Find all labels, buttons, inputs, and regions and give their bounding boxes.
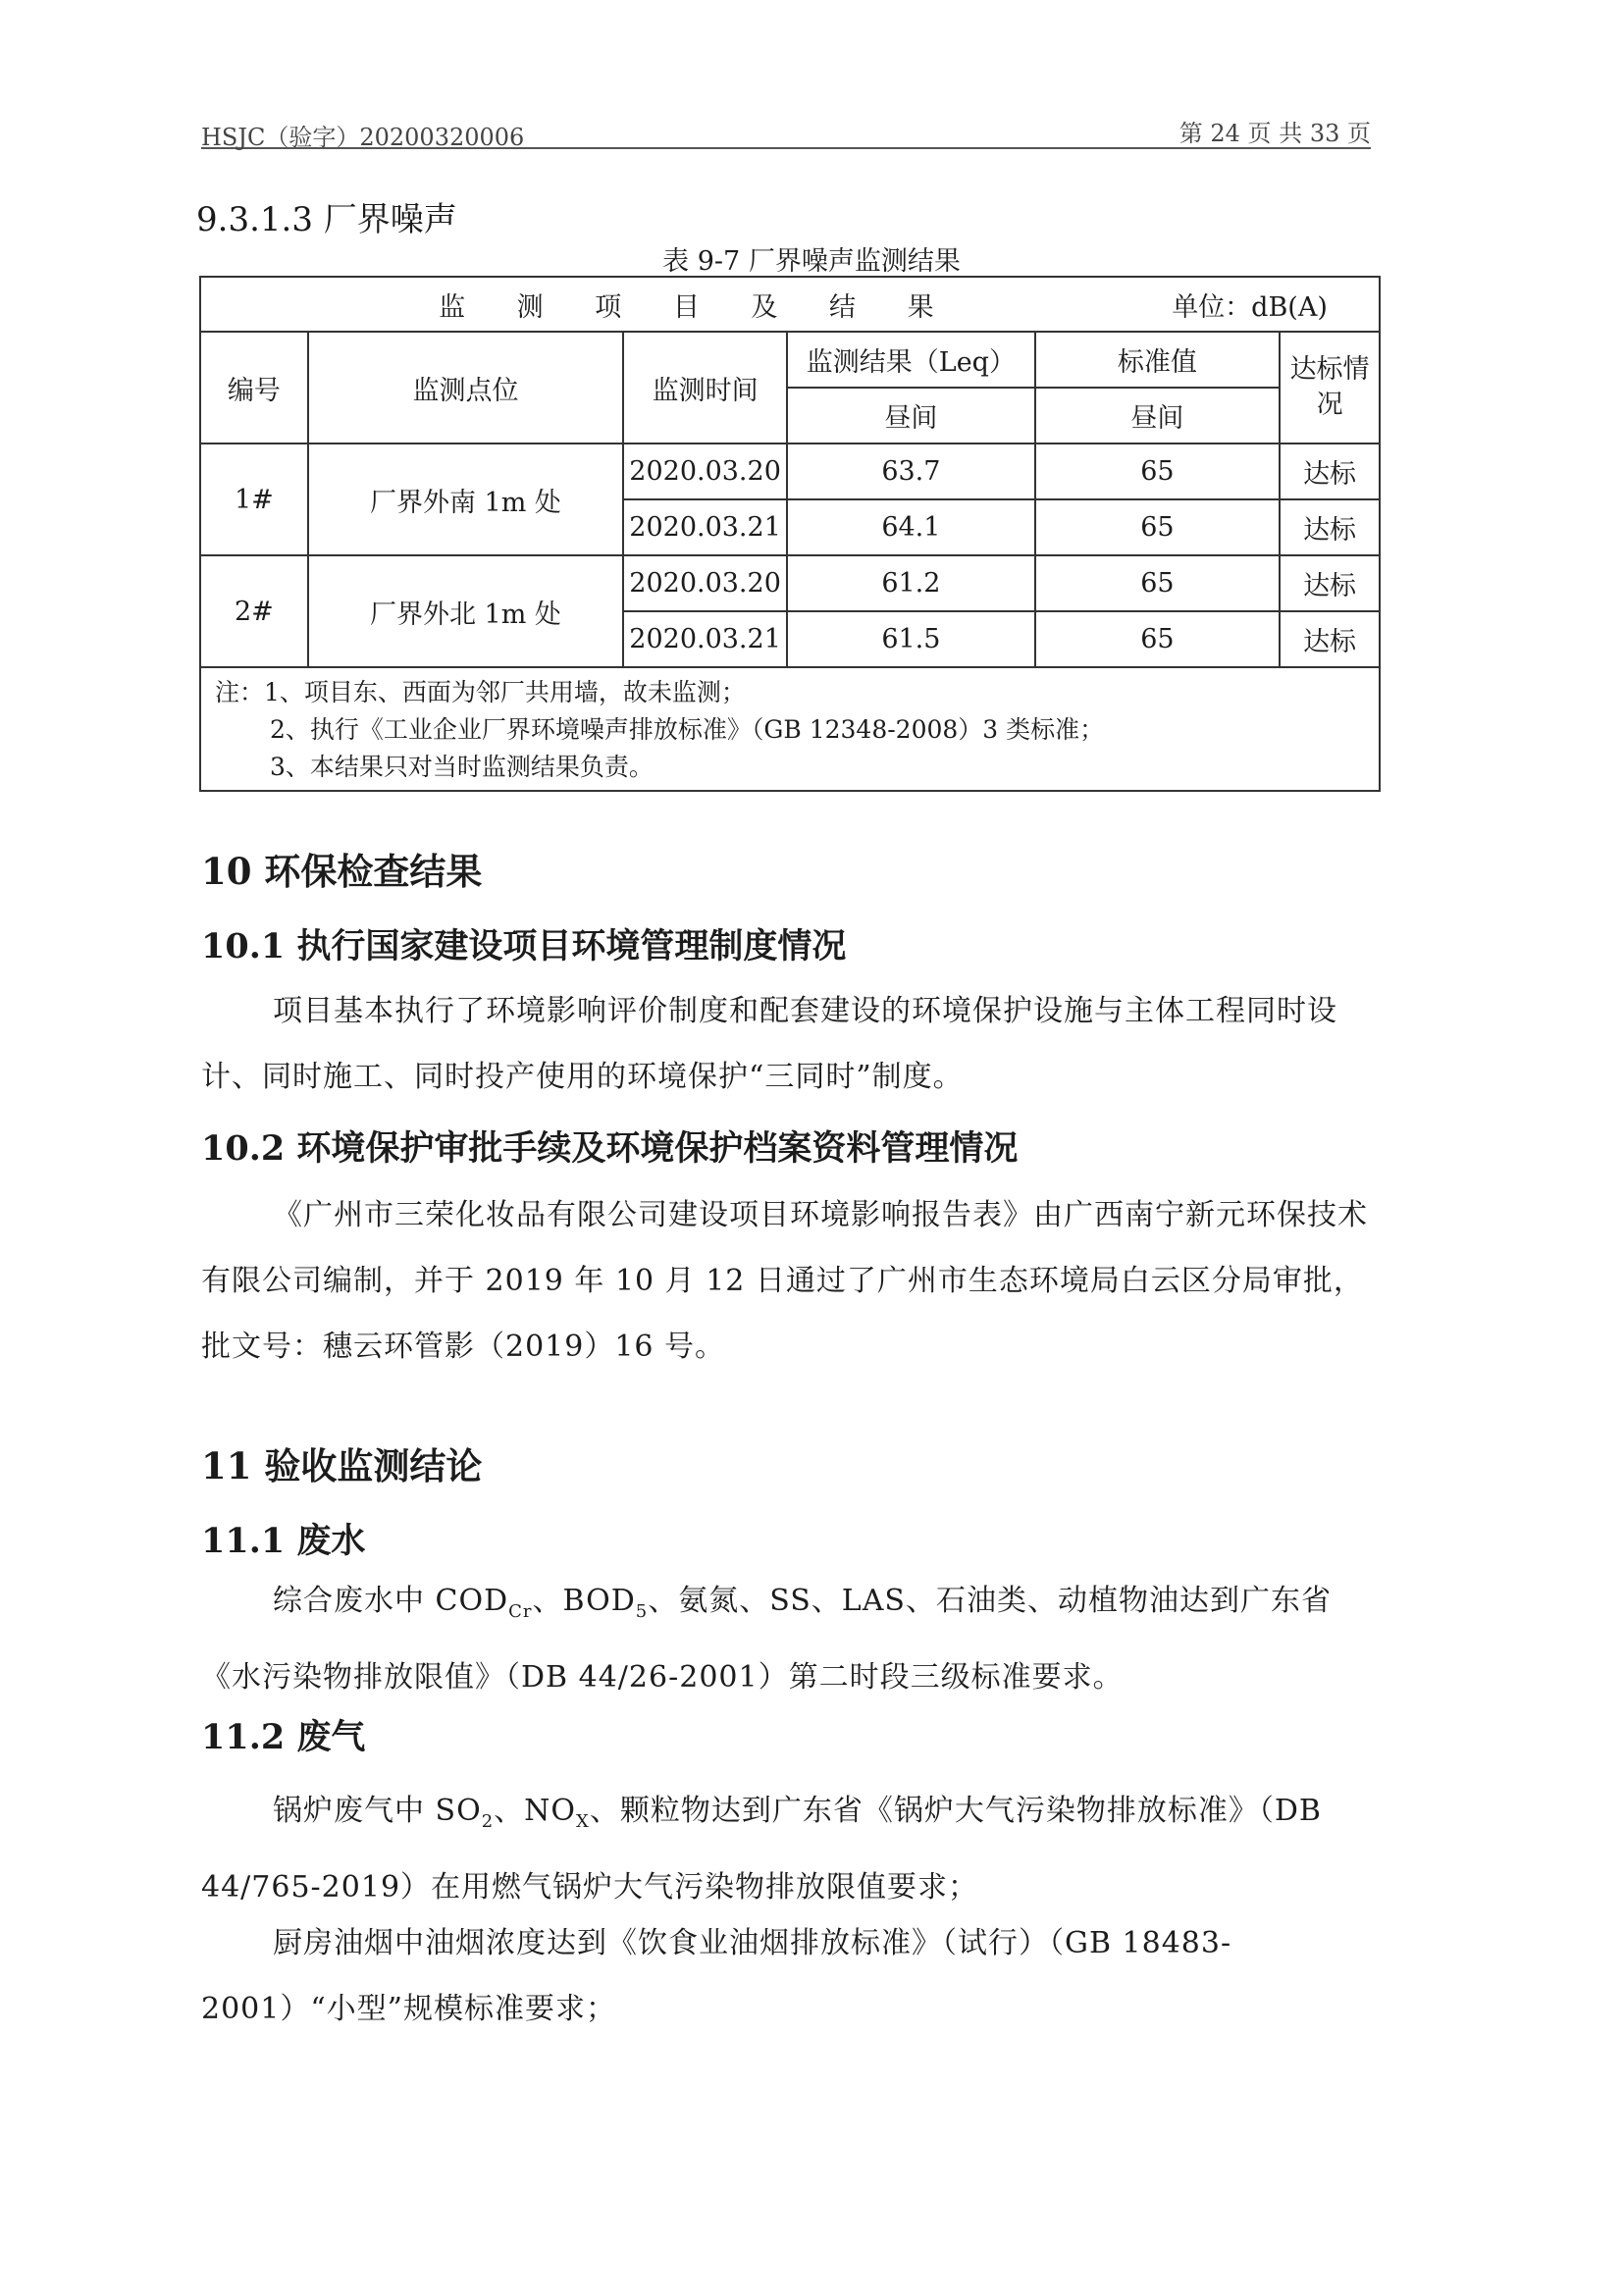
paragraph-11-1 [201,1568,1379,1710]
cell-status: 达标 [1280,444,1380,499]
cell-result: 61.5 [787,611,1035,667]
paragraph-10-2: 《广州市三荣化妆品有限公司建设项目环境影响报告表》由广西南宁新元环保技术有限公司编制，并于 2019 年 10 月 12 日通过了广州市生态环境局白云区分局审批，批文号：穗云环管影（2019）16 号。 [201,1198,1368,1364]
section-title-11: 11 验收监测结论 [201,1444,483,1487]
table-row [200,444,1380,499]
text-segment: 、氨氮、SS、LAS、石油类、动植物油达到广东省《水污染物排放限值》（DB 44/26-2001）第二时段三级标准要求。 [201,1584,1332,1695]
table-caption: 表 9-7 厂界噪声监测结果 [662,246,961,277]
cell-date: 2020.03.20 [623,555,787,611]
col-header-daytime-standard: 昼间 [1035,388,1280,444]
cell-result: 63.7 [787,444,1035,499]
table-row [200,555,1380,611]
note-line: 2、执行《工业企业厂界环境噪声排放标准》（GB 12348-2008）3 类标准； [270,715,1105,744]
col-header-time: 监测时间 [623,332,787,444]
unit-label: 单位：dB(A) [1172,291,1328,323]
table-header-row [200,332,1380,388]
cell-location: 厂界外北 1m 处 [308,555,623,667]
cell-status: 达标 [1280,555,1380,611]
section-title-10-2: 10.2 环境保护审批手续及环境保护档案资料管理情况 [201,1128,1019,1169]
section-title-11-1: 11.1 废水 [201,1521,366,1561]
text-segment: 综合废水中 COD [273,1584,509,1618]
text-segment: 、NO [494,1794,576,1828]
table-notes-row [200,667,1380,791]
page-header [201,110,1371,149]
cell-id: 2# [200,555,308,667]
col-header-result: 监测结果（Leq） [787,332,1035,388]
subscript: X [576,1811,590,1832]
table-span-header [200,277,1380,332]
paragraph-10-1: 项目基本执行了环境影响评价制度和配套建设的环境保护设施与主体工程同时设计、同时施工、同时投产使用的环境保护“三同时”制度。 [201,994,1337,1094]
cell-date: 2020.03.21 [623,611,787,667]
col-header-id: 编号 [200,332,308,444]
paragraph-11-2 [201,1778,1379,1920]
text-segment: 、BOD [532,1584,636,1618]
paragraph-11-2-oil-smoke: 厨房油烟中油烟浓度达到《饮食业油烟排放标准》（试行）（GB 18483-2001）“小型”规模标准要求； [201,1926,1232,2026]
cell-result: 64.1 [787,499,1035,555]
subscript: Cr [508,1601,533,1622]
cell-standard: 65 [1035,555,1280,611]
section-title-9-3-1-3: 9.3.1.3 厂界噪声 [196,200,457,239]
table-notes [200,667,1380,791]
cell-result: 61.2 [787,555,1035,611]
cell-date: 2020.03.21 [623,499,787,555]
cell-id: 1# [200,444,308,555]
text-segment: 、颗粒物达到广东省《锅炉大气污染物排放标准》（DB 44/765-2019）在用燃气锅炉大气污染物排放限值要求； [201,1794,1322,1905]
section-title-10-1: 10.1 执行国家建设项目环境管理制度情况 [201,926,847,966]
table-header-row [200,277,1380,332]
page-info: 第 24 页 共 33 页 [1178,120,1371,147]
col-header-daytime-result: 昼间 [787,388,1035,444]
col-header-standard: 标准值 [1035,332,1280,388]
cell-status: 达标 [1280,611,1380,667]
cell-location: 厂界外南 1m 处 [308,444,623,555]
cell-standard: 65 [1035,499,1280,555]
cell-status: 达标 [1280,499,1380,555]
cell-standard: 65 [1035,611,1280,667]
col-header-status: 达标情况 [1280,332,1380,444]
section-title-11-2: 11.2 废气 [201,1717,366,1757]
span-header-label: 监 测 项 目 及 结 果 [439,291,956,323]
note-line: 3、本结果只对当时监测结果负责。 [270,753,654,781]
text-segment: 锅炉废气中 SO [273,1794,482,1828]
doc-number: HSJC（验字）20200320006 [201,124,525,151]
note-line: 注：1、项目东、西面为邻厂共用墙，故未监测； [215,678,746,706]
subscript: 2 [481,1811,495,1832]
cell-date: 2020.03.20 [623,444,787,499]
col-header-location: 监测点位 [308,332,623,444]
cell-standard: 65 [1035,444,1280,499]
section-title-10: 10 环保检查结果 [201,850,483,893]
subscript: 5 [635,1601,649,1622]
noise-monitoring-table [199,276,1381,792]
